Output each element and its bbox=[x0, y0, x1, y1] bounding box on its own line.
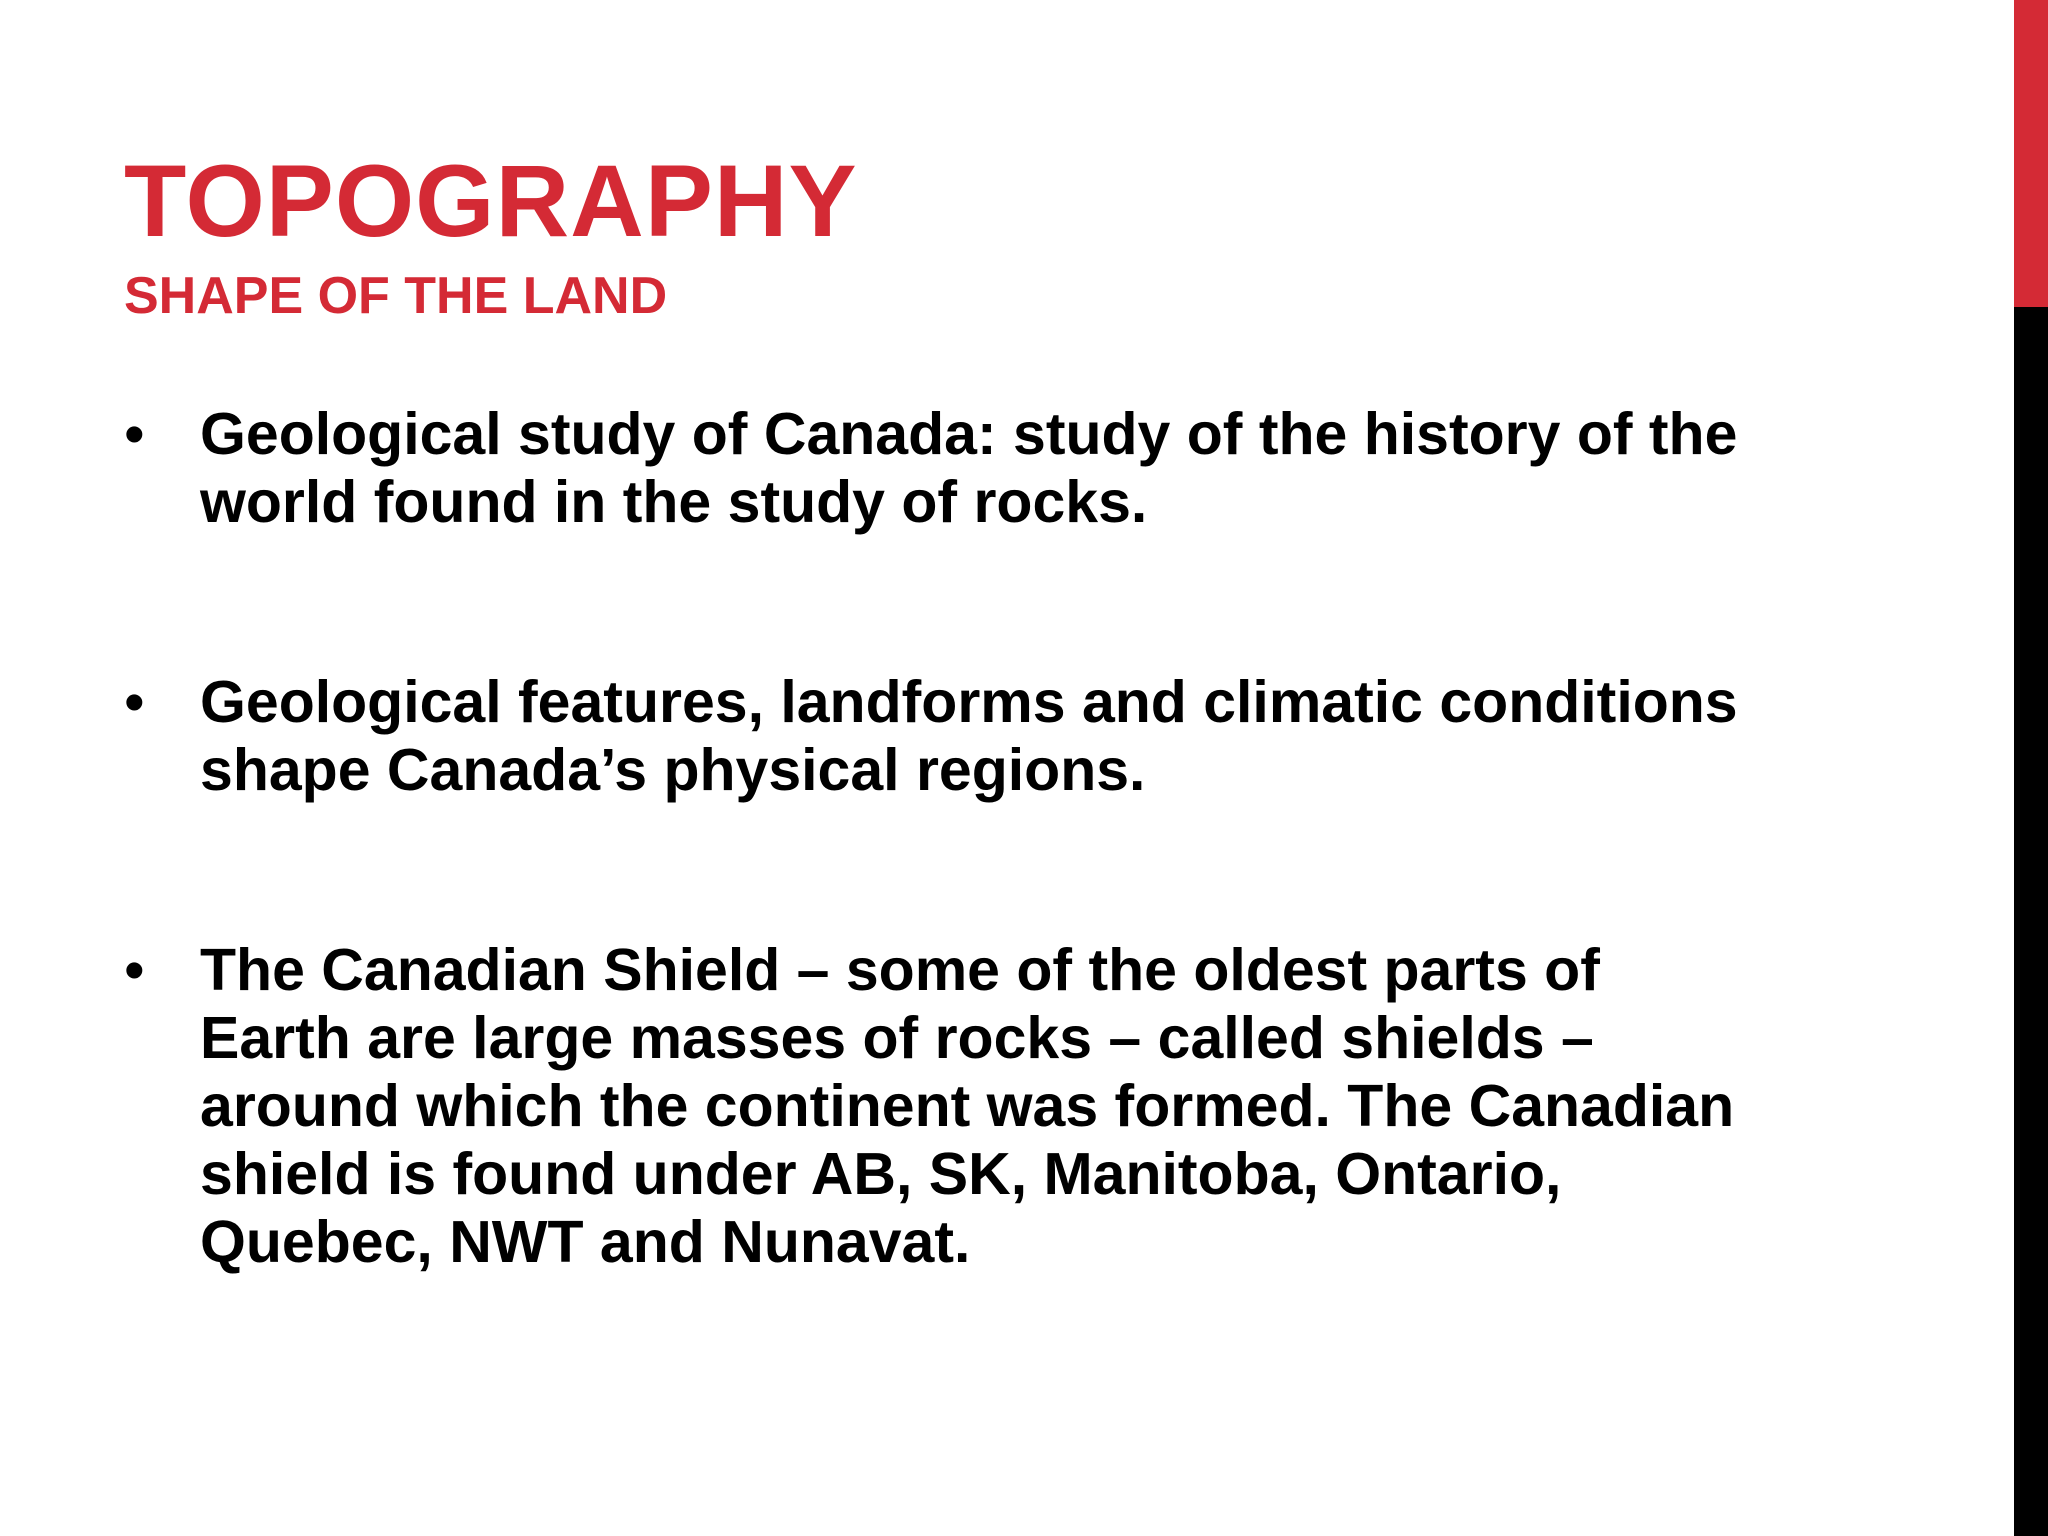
bullet-marker: • bbox=[124, 937, 145, 1003]
slide-subtitle: SHAPE OF THE LAND bbox=[124, 267, 668, 325]
side-accent-bar-red bbox=[2014, 0, 2048, 307]
bullet-item-geological-study bbox=[124, 400, 1764, 536]
bullet-list bbox=[124, 400, 1764, 1276]
bullet-item-canadian-shield bbox=[124, 936, 1764, 1276]
bullet-item-geological-features bbox=[124, 668, 1764, 804]
bullet-marker: • bbox=[124, 669, 145, 735]
bullet-text: The Canadian Shield – some of the oldest parts of Earth are large masses of rocks – called shields – around which the continent was formed. The Canadian shield is found under AB, SK, Manitoba, Ontario, Quebec, NWT and Nunavat. bbox=[200, 937, 1735, 1275]
side-accent-bar-black bbox=[2014, 307, 2048, 1536]
bullet-text: Geological study of Canada: study of the history of the world found in the study of rocks. bbox=[200, 401, 1738, 535]
bullet-marker: • bbox=[124, 401, 145, 467]
bullet-text: Geological features, landforms and climatic conditions shape Canada’s physical regions. bbox=[200, 669, 1738, 803]
slide-title: TOPOGRAPHY bbox=[124, 144, 858, 258]
